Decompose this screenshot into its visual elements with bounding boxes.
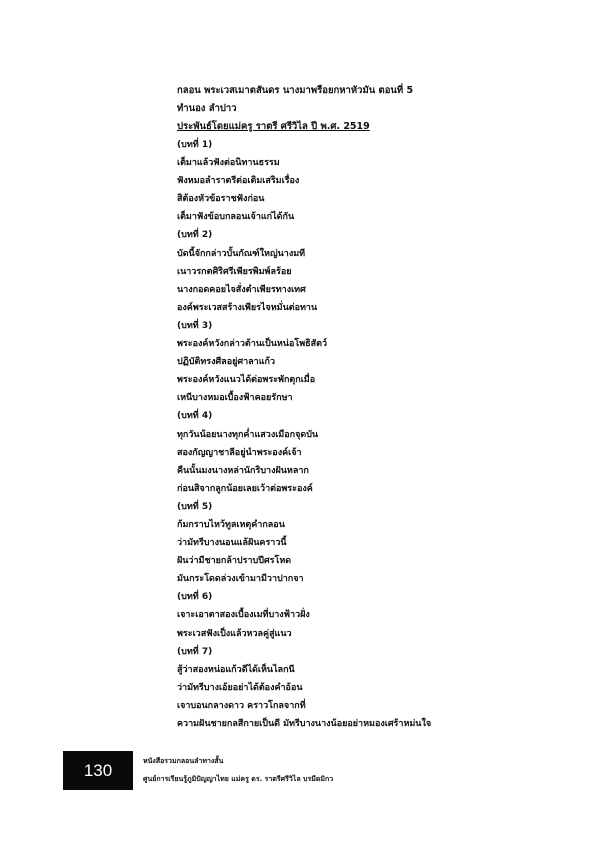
verse-line: เจาบอนกลางดาว คราวโกลจากที่ [177, 700, 306, 711]
verse-line: เจาะเอาตาสองเบื้องเมที่บางฟ้าวฝั่ง [177, 610, 310, 621]
verse-line: สองกัญญาชาลีอยู่นำพระองค์เจ้า [177, 447, 302, 458]
verse-line: ทุกวันน้อยนางทุกค่ำแสวงเมือกจุดบัน [177, 429, 319, 440]
footer-publisher: ศูนย์การเรียนรู้ภูมิปัญญาไทย แม่ครู ดร. ราตรีศรีวิไล บรมีดมิกว [143, 775, 334, 783]
verse-line: เหนีบางหมอเบื้องฟ้าคอยรักษา [177, 393, 293, 404]
verse-line: ฝันว่ามีชายกล้าปราบปีศรโหด [177, 556, 292, 567]
footer-text [143, 752, 543, 788]
verse-line: ปฏิบัติทรงศีลอยู่ศาลาแก้ว [177, 357, 276, 368]
verse-line: เต็มาฟังข้อบกลอนเจ้าแก่ได้กัน [177, 212, 295, 223]
verse-heading: (บทที่ 1) [177, 140, 213, 150]
verse-line: บัดนี้จักกล่าวบั้นกัณฑ์ใหญ่นางมที [177, 248, 306, 259]
verse-line: นางกอดคอยไจสั่งตำเพียรทางเทศ [177, 284, 306, 295]
poem-content [177, 82, 577, 733]
verse-line: คืนนั้นมงนางหล่านักริบางฝันหลาก [177, 465, 309, 476]
verse-line: พระองค์หวังกล่าวต้านเป็นหน่อโพธิสัตว์ [177, 339, 328, 350]
footer-book-title: หนังสือรวมกลอนลำทางสั้น [143, 757, 224, 765]
verse-line: พระเวสฟังเป็งแล้วหวลคู่สู่แนว [177, 628, 292, 639]
verse-list [177, 136, 577, 733]
verse-line: เต็มาแล้วฟังต่อนิทานธรรม [177, 158, 280, 169]
melody-line: ทำนอง ลำปาว [177, 103, 237, 114]
verse-heading: (บทที่ 7) [177, 646, 213, 657]
poem-title: กลอน พระเวสเมาตสันดร นางมาพรือยกหาหัวมัน ตอนที่ 5 [177, 85, 414, 96]
verse-line: ก้มกราบไหว้ทูลเหตุคำกลอน [177, 519, 285, 530]
verse-line: ว่ามัทรีบางเอ้ยอย่าได้ต้องคำอ้อน [177, 682, 303, 693]
verse-line: พระองค์หวังแนวได้ต่อพระพักตุกเมื่อ [177, 375, 316, 386]
verse-heading: (บทที่ 3) [177, 320, 213, 331]
verse-line: ว่ามัทรีบางนอนแล้ฝันคราวนี้ [177, 538, 287, 549]
verse-line: องค์พระเวสสร้างเพียรไจหมั่นต่อทาน [177, 302, 318, 313]
verse-line: มันกระโดดล่วงเข้ามามีวาปากจา [177, 574, 304, 585]
verse-heading: (บทที่ 6) [177, 592, 213, 603]
verse-heading: (บทที่ 5) [177, 501, 213, 512]
verse-line: ความฝันชายกลสีกายเป็นดี มัทรีบางนางน้อยอย่าหมองเศร้าหม่นใจ [177, 719, 432, 729]
verse-line: สิต้องหัวข้อราชฟังก่อน [177, 194, 265, 205]
verse-heading: (บทที่ 2) [177, 230, 213, 241]
page-number: 130 [63, 751, 133, 790]
verse-heading: (บทที่ 4) [177, 411, 213, 422]
verse-line: เนาวรกตศิริศรีเพียรพิมพ์ลร้อย [177, 266, 292, 277]
verse-line: ฟังหมอลำราตรีต่อเติมเสริมเรื่อง [177, 176, 300, 187]
verse-line: สู้ว่าสองหน่อแก้วดีได้เห็นไลกนี [177, 664, 295, 675]
verse-line: ก่อนสิจากลูกน้อยเลยเว้าต่อพระองค์ [177, 483, 313, 494]
author-line: ประพันธ์โดยแม่ครู ราตรี ศรีวิไล ปี พ.ศ. 2519 [177, 121, 370, 132]
